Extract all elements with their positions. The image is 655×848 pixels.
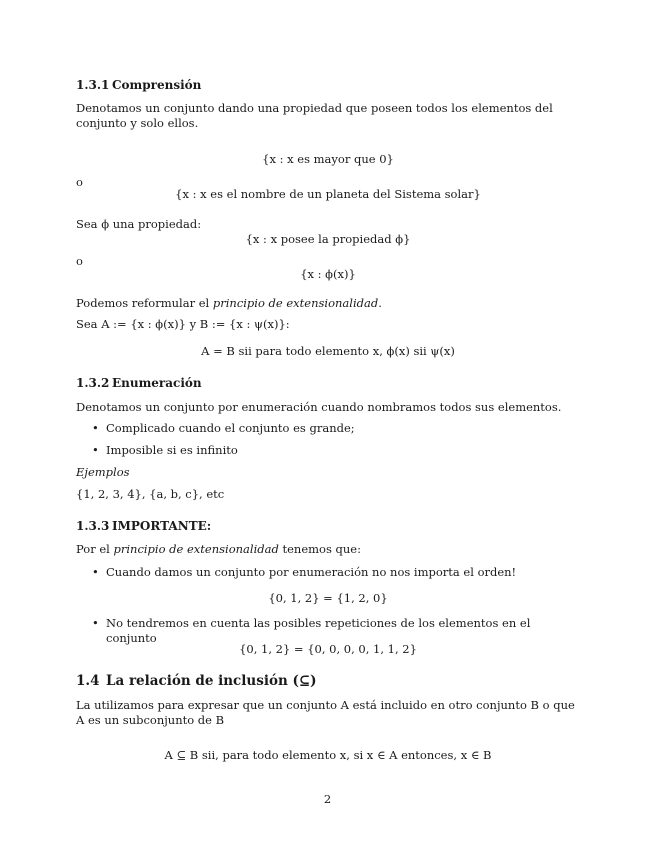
emphasis-extensionalidad: principio de extensionalidad	[113, 542, 279, 556]
bullet-text: • Imposible si es infinito	[106, 443, 238, 457]
bullet-item	[92, 421, 580, 436]
equation-set-mayor-0: {x : x es mayor que 0}	[262, 152, 394, 166]
section-number: 1.3.1	[76, 78, 110, 92]
text: Por el	[76, 542, 114, 556]
section-title: La relación de inclusión (⊆)	[106, 673, 317, 689]
equation-set-phi: {x : ϕ(x)}	[300, 267, 356, 281]
paragraph-propiedad: Sea ϕ una propiedad:	[76, 217, 202, 231]
equation-set-propiedad: {x : x posee la propiedad ϕ}	[245, 232, 411, 246]
bullet-text: • No tendremos en cuenta las posibles repeticiones de los elementos en el conjunto	[106, 616, 531, 645]
emphasis-extensionalidad: principio de extensionalidad	[212, 296, 379, 310]
ejemplos-label: Ejemplos	[76, 465, 130, 479]
section-heading-1-3-1	[76, 78, 580, 93]
equation-repeticiones: {0, 1, 2} = {0, 0, 0, 0, 1, 1, 2}	[239, 642, 417, 656]
section-number: 1.3.3	[76, 519, 110, 533]
bullet-text: • Cuando damos un conjunto por enumeración no nos importa el orden!	[106, 565, 517, 579]
paragraph-definicion-ab: Sea A := {x : ϕ(x)} y B := {x : ψ(x)}:	[76, 317, 290, 331]
text: .	[378, 296, 382, 310]
section-number: 1.3.2	[76, 376, 110, 390]
equation-orden: {0, 1, 2} = {1, 2, 0}	[268, 591, 388, 605]
section-heading-1-3-2	[76, 376, 580, 391]
paragraph-comprension: Denotamos un conjunto dando una propiedad que poseen todos los elementos del conjunto y solo ellos.	[76, 101, 553, 130]
paragraph-reformular	[76, 296, 580, 311]
bullet-text: • Complicado cuando el conjunto es grande;	[106, 421, 355, 435]
text: tenemos que:	[278, 542, 361, 556]
bullet-item	[92, 565, 580, 580]
equation-set-planeta: {x : x es el nombre de un planeta del Sistema solar}	[175, 187, 481, 201]
paragraph-importante	[76, 542, 580, 557]
connector-o: o	[76, 254, 83, 268]
paragraph-inclusion: La utilizamos para expresar que un conjunto A está incluido en otro conjunto B o que A es un subconjunto de B	[76, 698, 575, 727]
section-heading-1-4	[76, 674, 580, 689]
equation-inclusion: A ⊆ B sii, para todo elemento x, si x ∈ A entonces, x ∈ B	[164, 748, 492, 762]
ejemplos-line: {1, 2, 3, 4}, {a, b, c}, etc	[76, 487, 225, 501]
section-title: Comprensión	[112, 78, 202, 92]
equation-extensionalidad: A = B sii para todo elemento x, ϕ(x) sii ψ(x)	[201, 344, 455, 358]
section-title: Enumeración	[112, 376, 202, 390]
section-title: IMPORTANTE:	[112, 519, 212, 533]
text: Podemos reformular el	[76, 296, 213, 310]
section-heading-1-3-3	[76, 519, 580, 534]
paragraph-enumeracion: Denotamos un conjunto por enumeración cuando nombramos todos sus elementos.	[76, 400, 562, 414]
bullet-item	[92, 443, 580, 458]
page-number: 2	[323, 792, 332, 806]
connector-o: o	[76, 175, 83, 189]
section-number: 1.4	[76, 673, 100, 689]
